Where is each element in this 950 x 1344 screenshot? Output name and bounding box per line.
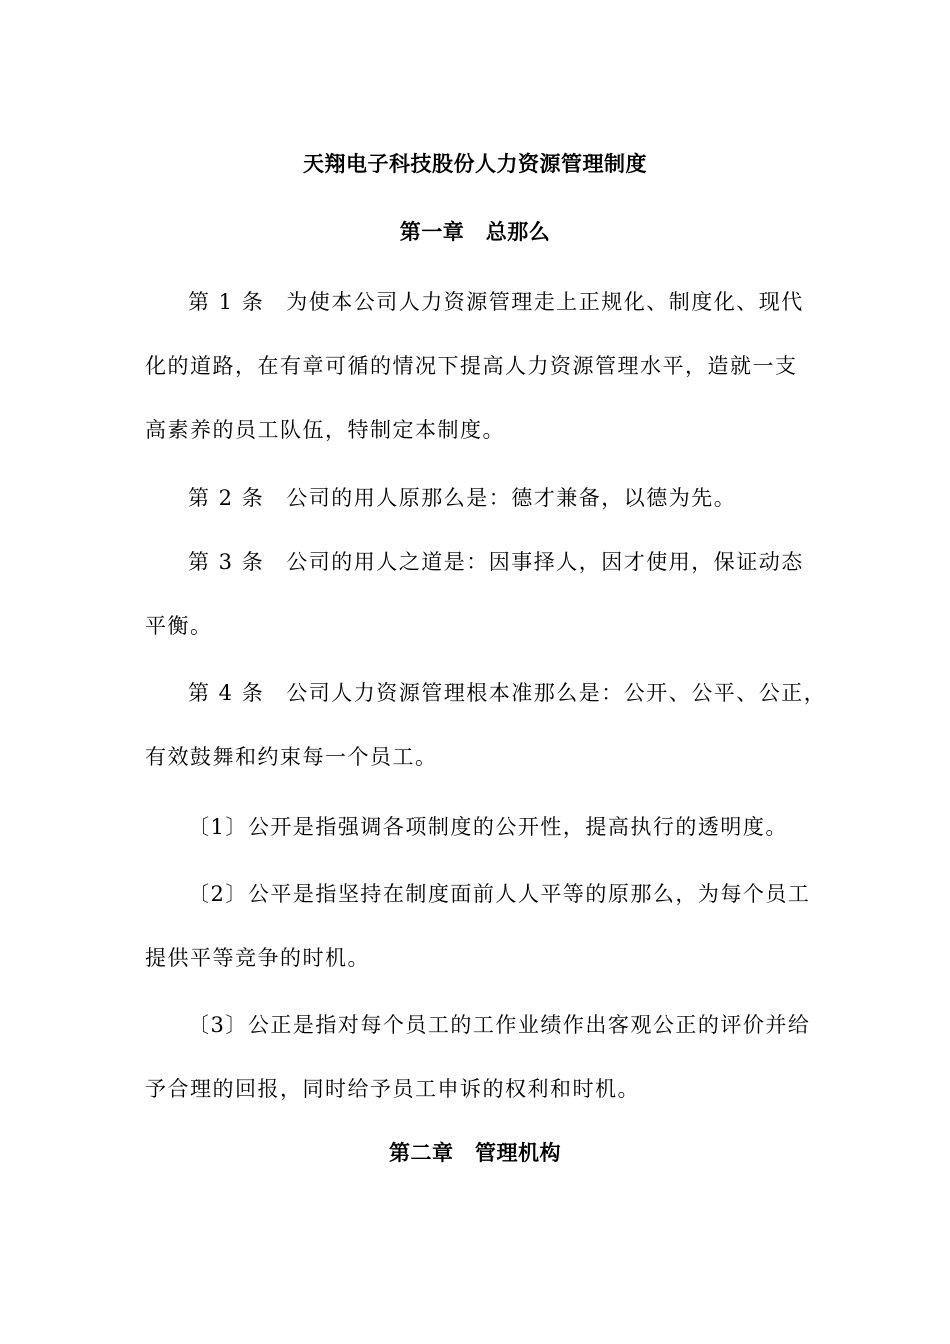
- article-2-label: 第 2 条: [188, 486, 265, 510]
- article-3-line-2: 平衡。: [145, 614, 213, 638]
- article-1-text-1: 为使本公司人力资源管理走上正规化、制度化、现代: [286, 290, 804, 314]
- article-2: [145, 466, 825, 530]
- article-1-line-2: 化的道路，在有章可循的情况下提高人力资源管理水平，造就一支: [145, 354, 798, 378]
- article-3: [145, 530, 825, 658]
- article-3-text-1: 公司的用人之道是：因事择人，因才使用，保证动态: [286, 550, 804, 574]
- chapter-2-heading: 第二章 管理机构: [389, 1140, 561, 1165]
- article-2-line-1: [145, 466, 825, 530]
- principle-2: [145, 862, 825, 990]
- principle-1-line-1: 〔1〕公开是指强调各项制度的公开性，提高执行的透明度。: [188, 815, 788, 839]
- article-1-line-3: 高素养的员工队伍，特制定本制度。: [145, 418, 505, 442]
- article-3-label: 第 3 条: [188, 550, 265, 574]
- article-1-line-1: [145, 270, 825, 334]
- article-2-text-1: 公司的用人原那么是：德才兼备，以德为先。: [286, 486, 737, 510]
- article-3-line-1: [145, 530, 825, 594]
- principle-2-line-1: 〔2〕公平是指坚持在制度面前人人平等的原那么，为每个员工: [188, 882, 811, 906]
- principle-3-line-1: 〔3〕公正是指对每个员工的工作业绩作出客观公正的评价并给: [188, 1013, 811, 1037]
- principle-2-line-2: 提供平等竞争的时机。: [145, 946, 370, 970]
- article-4: [145, 661, 825, 789]
- principle-3: [145, 993, 825, 1121]
- document-title: 天翔电子科技股份人力资源管理制度: [303, 151, 647, 176]
- article-4-label: 第 4 条: [188, 681, 265, 705]
- article-4-text-1: 公司人力资源管理根本准那么是：公开、公平、公正，: [286, 681, 827, 705]
- principle-1: [145, 795, 825, 859]
- article-1: [145, 270, 825, 462]
- article-4-line-2: 有效鼓舞和约束每一个员工。: [145, 745, 438, 769]
- article-1-label: 第 1 条: [188, 290, 265, 314]
- chapter-1-heading: 第一章 总那么: [399, 219, 551, 244]
- principle-3-line-2: 予合理的回报，同时给予员工申诉的权利和时机。: [145, 1077, 640, 1101]
- article-4-line-1: [145, 661, 825, 725]
